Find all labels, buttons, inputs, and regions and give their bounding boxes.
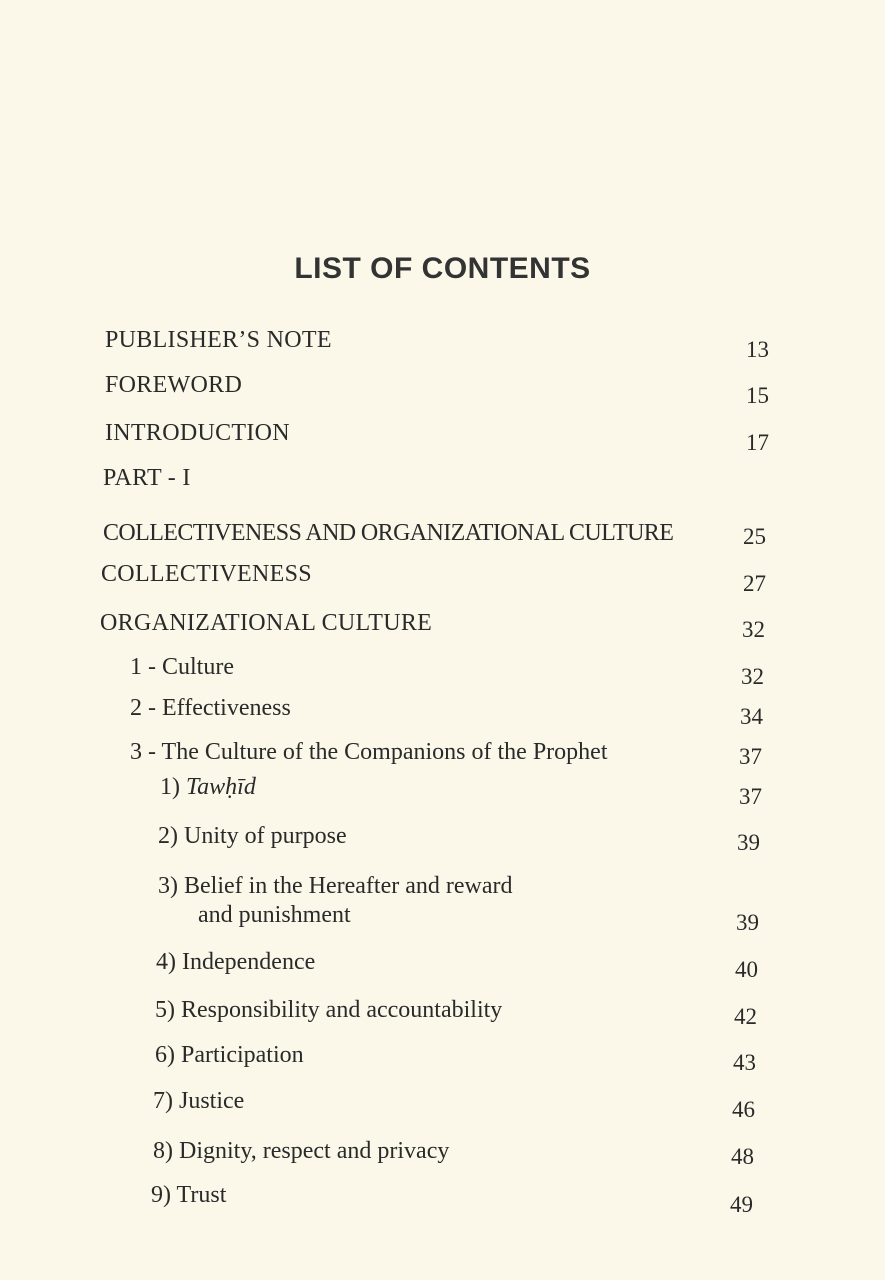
toc-label: FOREWORD [105,372,243,398]
toc-page: 15 [746,383,769,408]
toc-label-continued: and punishment [198,902,351,928]
toc-label: 9) Trust [151,1182,227,1208]
toc-page: 42 [734,1004,757,1029]
toc-label: 1 - Culture [130,654,234,680]
toc-page: 34 [740,704,763,729]
toc-label: 4) Independence [156,949,316,975]
toc-label: 8) Dignity, respect and privacy [153,1138,450,1164]
toc-page: 39 [737,830,760,855]
toc-page: 43 [733,1050,756,1075]
toc-label: INTRODUCTION [105,420,290,446]
toc-page: 46 [732,1097,755,1122]
toc-page: 17 [746,430,769,455]
toc-page: 49 [730,1192,753,1217]
toc-label: 2 - Effectiveness [130,695,291,721]
toc-page: 48 [731,1144,754,1169]
toc-page: 37 [739,744,762,769]
toc-page: 40 [735,957,758,982]
toc-number: 1) [160,774,180,800]
toc-label: 3 - The Culture of the Companions of the Prophet [130,739,608,765]
toc-label: 2) Unity of purpose [158,823,347,849]
toc-label: 3) Belief in the Hereafter and reward [158,873,513,899]
toc-page: 25 [743,524,766,549]
toc-label: COLLECTIVENESS AND ORGANIZATIONAL CULTURE [103,520,674,546]
toc-page: 37 [739,784,762,809]
toc-label: 5) Responsibility and accountability [155,997,503,1023]
toc-page: 32 [742,617,765,642]
toc-page: 39 [736,910,759,935]
toc-label: 6) Participation [155,1042,304,1068]
toc-label: Tawḥīd [186,774,256,800]
toc-label: COLLECTIVENESS [101,561,312,587]
toc-page: 27 [743,571,766,596]
toc-page: 32 [741,664,764,689]
toc-label: 7) Justice [153,1088,245,1114]
toc-page: 13 [746,337,769,362]
toc-label: PART - I [103,465,191,491]
toc-label: PUBLISHER’S NOTE [105,327,332,353]
toc-label: ORGANIZATIONAL CULTURE [100,610,433,636]
page-title: LIST OF CONTENTS [294,252,591,285]
